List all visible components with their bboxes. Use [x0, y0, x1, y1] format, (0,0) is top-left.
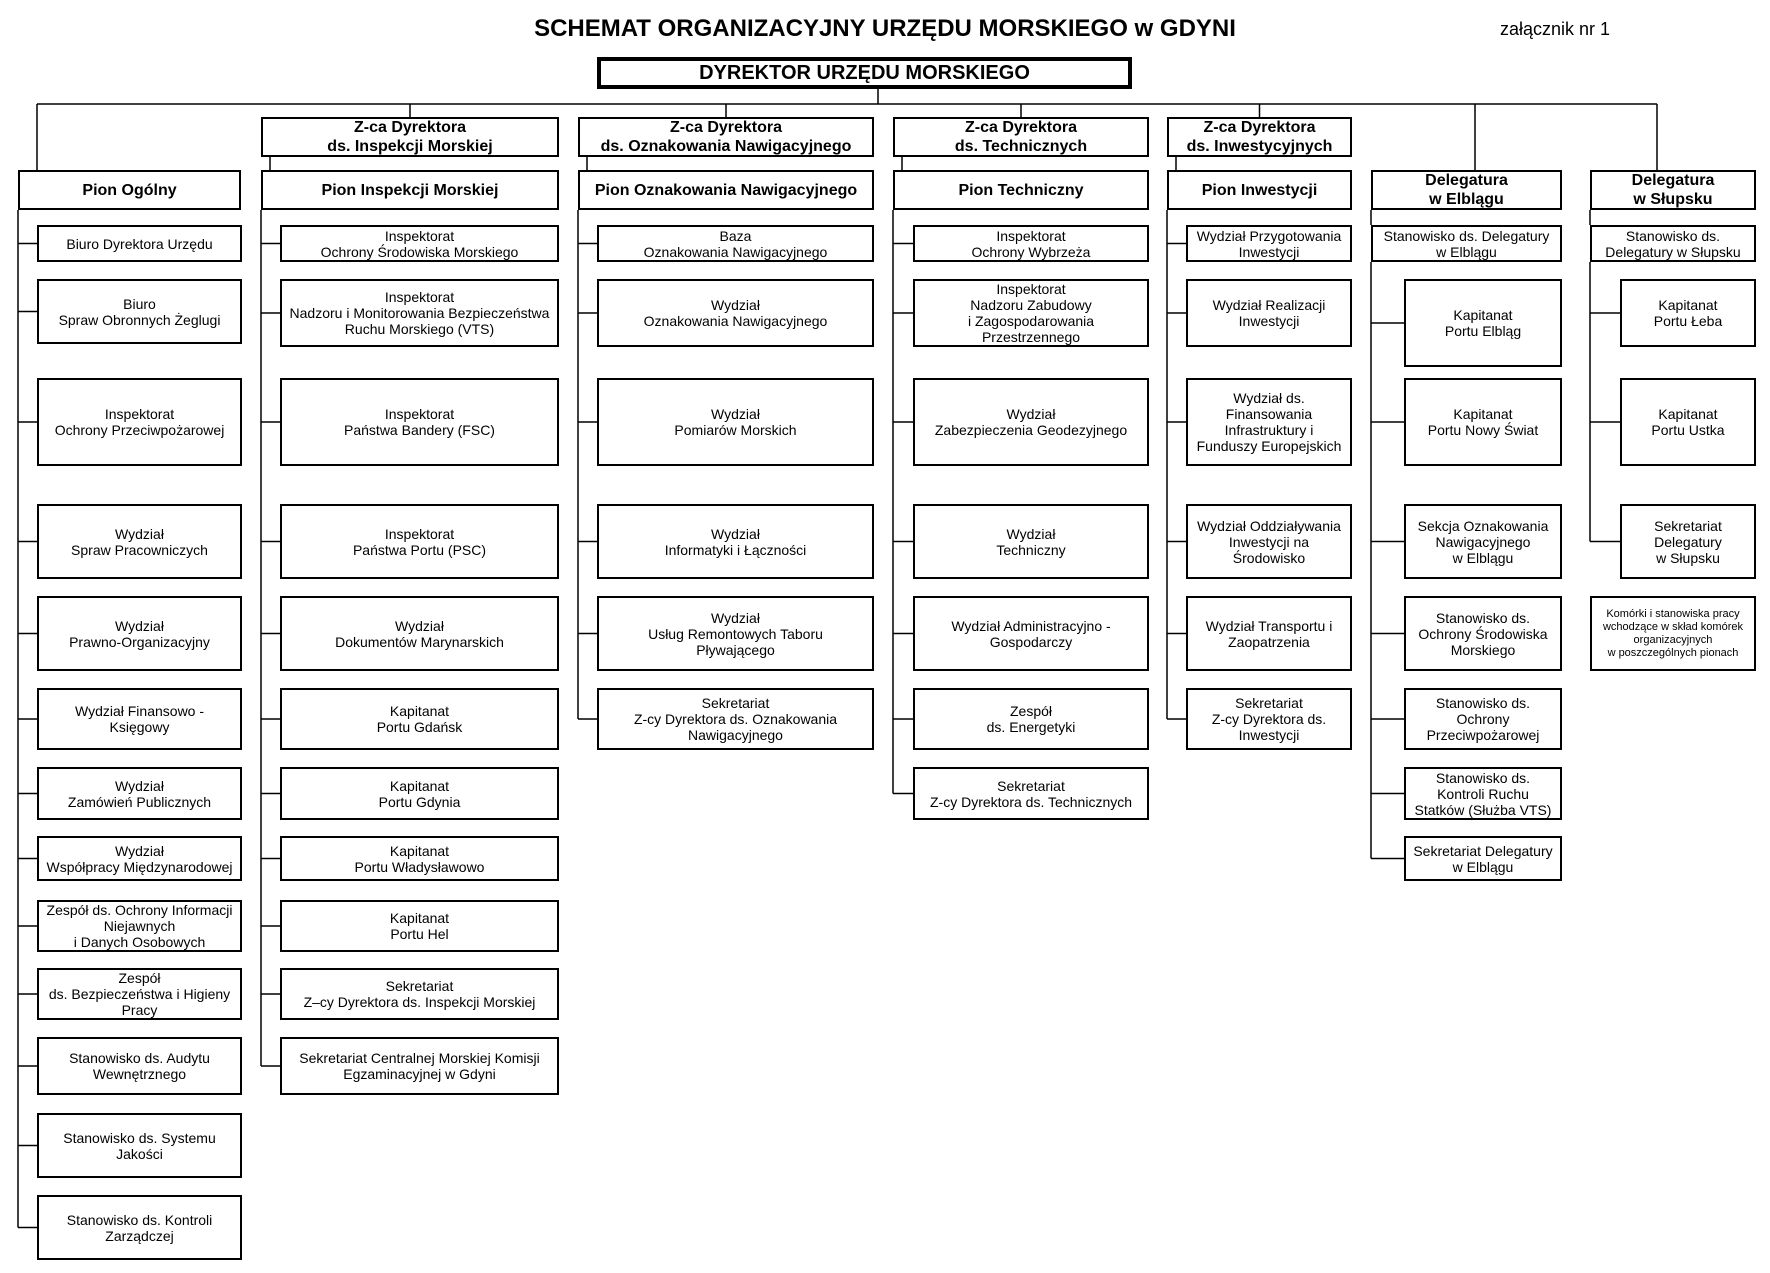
unit-box-5-0: Stanowisko ds. Delegatury w Elblągu	[1371, 225, 1562, 262]
unit-box-5-3: Sekcja Oznakowania Nawigacyjnego w Elblągu	[1404, 504, 1562, 579]
unit-box-3-6: Sekretariat Z-cy Dyrektora ds. Technicznych	[913, 767, 1149, 820]
unit-box-1-9: Sekretariat Z–cy Dyrektora ds. Inspekcji Morskiej	[280, 968, 559, 1020]
division-head-5: Delegatura w Elblągu	[1371, 170, 1562, 210]
unit-box-0-1: Biuro Spraw Obronnych Żeglugi	[37, 279, 242, 344]
unit-box-3-1: Inspektorat Nadzoru Zabudowy i Zagospodarowania Przestrzennego	[913, 279, 1149, 347]
unit-box-0-12: Stanowisko ds. Kontroli Zarządczej	[37, 1195, 242, 1260]
unit-box-1-3: Inspektorat Państwa Portu (PSC)	[280, 504, 559, 579]
unit-box-6-0: Stanowisko ds. Delegatury w Słupsku	[1590, 225, 1756, 262]
unit-box-3-5: Zespół ds. Energetyki	[913, 688, 1149, 750]
unit-box-2-1: Wydział Oznakowania Nawigacyjnego	[597, 279, 874, 347]
unit-box-1-2: Inspektorat Państwa Bandery (FSC)	[280, 378, 559, 466]
chart-title: SCHEMAT ORGANIZACYJNY URZĘDU MORSKIEGO w GDYNI	[534, 15, 1236, 42]
unit-box-6-2: Kapitanat Portu Ustka	[1620, 378, 1756, 466]
unit-box-0-6: Wydział Zamówień Publicznych	[37, 767, 242, 820]
division-head-3: Pion Techniczny	[893, 170, 1149, 210]
unit-box-0-5: Wydział Finansowo - Księgowy	[37, 688, 242, 750]
unit-box-0-0: Biuro Dyrektora Urzędu	[37, 225, 242, 262]
unit-box-4-3: Wydział Oddziaływania Inwestycji na Środowisko	[1186, 504, 1352, 579]
unit-box-4-1: Wydział Realizacji Inwestycji	[1186, 279, 1352, 347]
unit-box-2-3: Wydział Informatyki i Łączności	[597, 504, 874, 579]
division-head-0: Pion Ogólny	[18, 170, 241, 210]
unit-box-4-2: Wydział ds. Finansowania Infrastruktury i Funduszy Europejskich	[1186, 378, 1352, 466]
unit-box-2-5: Sekretariat Z-cy Dyrektora ds. Oznakowania Nawigacyjnego	[597, 688, 874, 750]
unit-box-1-8: Kapitanat Portu Hel	[280, 900, 559, 952]
unit-box-2-0: Baza Oznakowania Nawigacyjnego	[597, 225, 874, 262]
deputy-director-box-1: Z-ca Dyrektora ds. Inspekcji Morskiej	[261, 117, 559, 157]
division-head-6: Delegatura w Słupsku	[1590, 170, 1756, 210]
division-head-4: Pion Inwestycji	[1167, 170, 1352, 210]
unit-box-0-7: Wydział Współpracy Międzynarodowej	[37, 836, 242, 881]
unit-box-2-4: Wydział Usług Remontowych Taboru Pływającego	[597, 596, 874, 671]
unit-box-1-5: Kapitanat Portu Gdańsk	[280, 688, 559, 750]
unit-box-1-7: Kapitanat Portu Władysławowo	[280, 836, 559, 881]
unit-box-6-1: Kapitanat Portu Łeba	[1620, 279, 1756, 347]
unit-box-3-0: Inspektorat Ochrony Wybrzeża	[913, 225, 1149, 262]
unit-box-3-4: Wydział Administracyjno - Gospodarczy	[913, 596, 1149, 671]
unit-box-0-2: Inspektorat Ochrony Przeciwpożarowej	[37, 378, 242, 466]
unit-box-1-10: Sekretariat Centralnej Morskiej Komisji Egzaminacyjnej w Gdyni	[280, 1037, 559, 1095]
unit-box-0-3: Wydział Spraw Pracowniczych	[37, 504, 242, 579]
unit-box-1-6: Kapitanat Portu Gdynia	[280, 767, 559, 820]
unit-box-1-0: Inspektorat Ochrony Środowiska Morskiego	[280, 225, 559, 262]
unit-box-0-11: Stanowisko ds. Systemu Jakości	[37, 1113, 242, 1178]
deputy-director-box-2: Z-ca Dyrektora ds. Oznakowania Nawigacyjnego	[578, 117, 874, 157]
legend-note-box: Komórki i stanowiska pracy wchodzące w skład komórek organizacyjnych w poszczególnych pionach	[1590, 596, 1756, 671]
unit-box-5-5: Stanowisko ds. Ochrony Przeciwpożarowej	[1404, 688, 1562, 750]
unit-box-5-6: Stanowisko ds. Kontroli Ruchu Statków (Służba VTS)	[1404, 767, 1562, 820]
unit-box-0-9: Zespół ds. Bezpieczeństwa i Higieny Pracy	[37, 968, 242, 1020]
unit-box-4-5: Sekretariat Z-cy Dyrektora ds. Inwestycji	[1186, 688, 1352, 750]
unit-box-1-1: Inspektorat Nadzoru i Monitorowania Bezpieczeństwa Ruchu Morskiego (VTS)	[280, 279, 559, 347]
deputy-director-box-3: Z-ca Dyrektora ds. Technicznych	[893, 117, 1149, 157]
unit-box-2-2: Wydział Pomiarów Morskich	[597, 378, 874, 466]
attachment-label: załącznik nr 1	[1500, 19, 1611, 39]
unit-box-6-3: Sekretariat Delegatury w Słupsku	[1620, 504, 1756, 579]
unit-box-3-3: Wydział Techniczny	[913, 504, 1149, 579]
unit-box-4-4: Wydział Transportu i Zaopatrzenia	[1186, 596, 1352, 671]
unit-box-5-4: Stanowisko ds. Ochrony Środowiska Morskiego	[1404, 596, 1562, 671]
unit-box-0-10: Stanowisko ds. Audytu Wewnętrznego	[37, 1037, 242, 1095]
unit-box-4-0: Wydział Przygotowania Inwestycji	[1186, 225, 1352, 262]
division-head-1: Pion Inspekcji Morskiej	[261, 170, 559, 210]
unit-box-5-2: Kapitanat Portu Nowy Świat	[1404, 378, 1562, 466]
director-box: DYREKTOR URZĘDU MORSKIEGO	[597, 57, 1132, 89]
unit-box-0-4: Wydział Prawno-Organizacyjny	[37, 596, 242, 671]
unit-box-5-7: Sekretariat Delegatury w Elblągu	[1404, 836, 1562, 881]
deputy-director-box-4: Z-ca Dyrektora ds. Inwestycyjnych	[1167, 117, 1352, 157]
unit-box-3-2: Wydział Zabezpieczenia Geodezyjnego	[913, 378, 1149, 466]
unit-box-0-8: Zespół ds. Ochrony Informacji Niejawnych i Danych Osobowych	[37, 900, 242, 952]
unit-box-1-4: Wydział Dokumentów Marynarskich	[280, 596, 559, 671]
unit-box-5-1: Kapitanat Portu Elbląg	[1404, 279, 1562, 367]
division-head-2: Pion Oznakowania Nawigacyjnego	[578, 170, 874, 210]
